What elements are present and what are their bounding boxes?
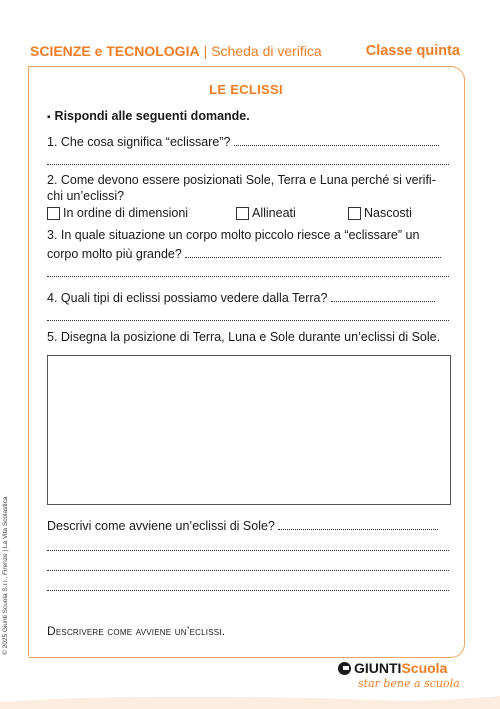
sheet-label: Scheda di verifica [211, 43, 322, 59]
option-nascosti[interactable] [348, 205, 412, 221]
header-separator: | [203, 43, 208, 59]
drawing-area[interactable] [47, 355, 451, 505]
answer-line[interactable] [47, 570, 449, 571]
question-2-line1: 2. Come devono essere posizionati Sole, Terra e Luna perché si verifi- [47, 173, 436, 187]
answer-line[interactable] [234, 134, 439, 146]
answer-line[interactable] [47, 164, 449, 165]
answer-line[interactable] [47, 276, 449, 277]
instruction [47, 108, 449, 126]
answer-line[interactable] [331, 290, 435, 302]
subject-label: SCIENZE e TECNOLOGIA [30, 43, 200, 59]
logo-tagline: star bene a scuola [358, 677, 460, 690]
checkbox[interactable] [348, 207, 361, 220]
question-3-line1: 3. In quale situazione un corpo molto piccolo riesce a “eclissare” un [47, 228, 420, 242]
worksheet-title: LE ECLISSI [209, 82, 283, 97]
logo-brand-scuola: Scuola [401, 660, 448, 676]
question-5: 5. Disegna la posizione di Terra, Luna e Sole durante un’eclissi di Sole. [47, 330, 441, 344]
instruction-text: Rispondi alle seguenti domande. [54, 109, 250, 123]
logo-brand: GIUNTI [354, 660, 402, 676]
answer-line[interactable] [47, 590, 449, 591]
page-header [30, 41, 460, 61]
question-3-line2 [47, 246, 449, 262]
question-1-text: 1. Che cosa significa “eclissare”? [47, 135, 231, 149]
checkbox[interactable] [47, 207, 60, 220]
option-label: In ordine di dimensioni [63, 206, 189, 220]
question-1 [47, 134, 449, 150]
answer-line[interactable] [47, 550, 449, 551]
question-2-line2: chi un’eclissi? [47, 189, 125, 203]
option-allineati[interactable] [236, 205, 348, 221]
copyright-note: © 2025 Giunti Scuola S.r.l., Firenze | La Vita Scolastica [2, 496, 9, 655]
describe-text: Descrivi come avviene un’eclissi di Sole? [47, 519, 275, 533]
bullet-icon: ▪ [47, 112, 51, 123]
describe-question [47, 518, 449, 534]
checkbox[interactable] [236, 207, 249, 220]
option-dimensioni[interactable] [47, 205, 236, 221]
answer-line[interactable] [185, 246, 441, 258]
decorative-wave [0, 690, 500, 709]
answer-line[interactable] [278, 518, 438, 530]
answer-line[interactable] [47, 320, 449, 321]
question-4-text: 4. Quali tipi di eclissi possiamo vedere dalla Terra? [47, 291, 328, 305]
grade-label: Classe quinta [365, 43, 460, 59]
option-label: Allineati [252, 206, 296, 220]
frame-left-border [28, 66, 29, 656]
question-2-options [47, 205, 449, 221]
option-label: Nascosti [364, 206, 412, 220]
question-3-text: corpo molto più grande? [47, 247, 182, 261]
learning-objective: Descrivere come avviene un’eclissi. [47, 624, 226, 638]
question-4 [47, 290, 449, 306]
giunti-logo-icon [338, 662, 351, 675]
